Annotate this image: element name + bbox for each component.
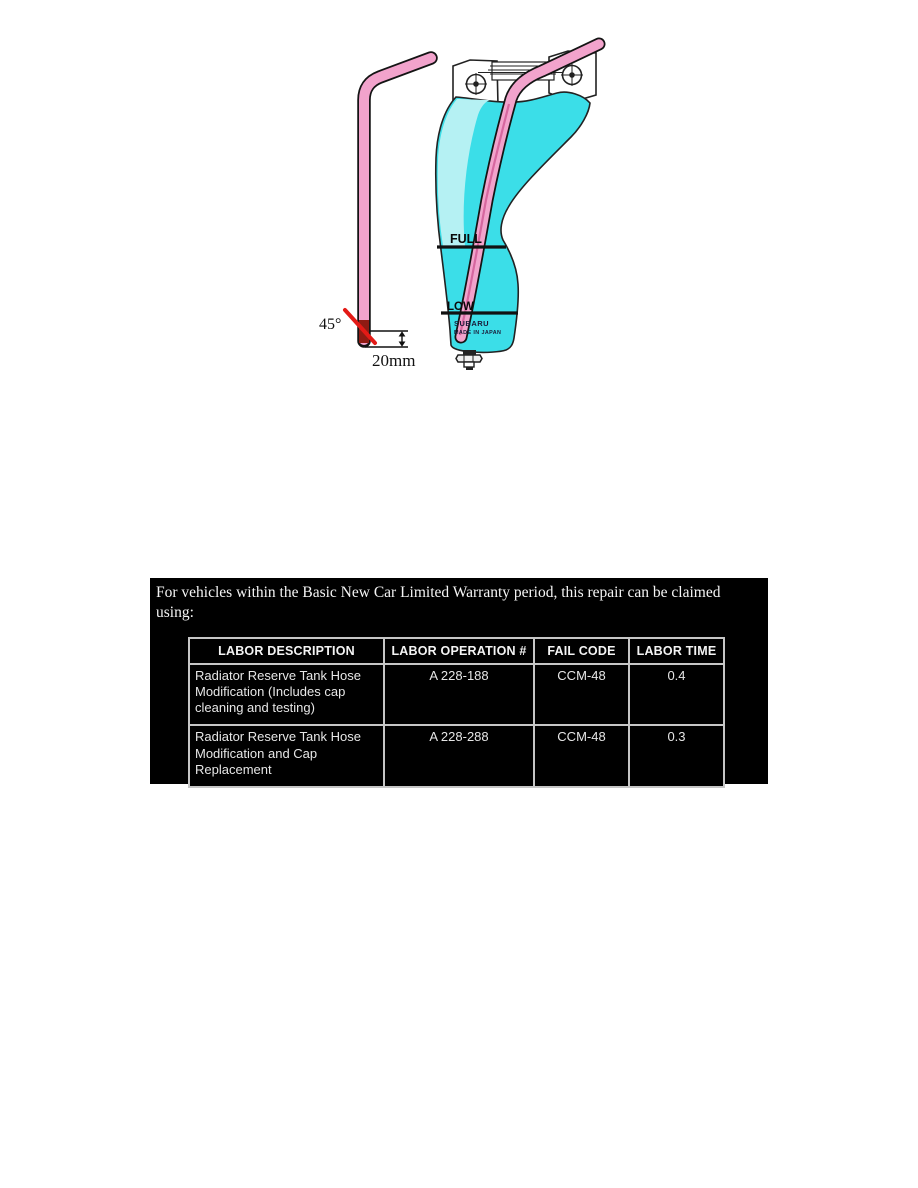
full-mark-label: FULL (450, 232, 482, 246)
cell-labor-time: 0.3 (629, 725, 724, 787)
outlet-nut (456, 355, 482, 362)
made-in-label: MADE IN JAPAN (454, 330, 502, 336)
modified-hose-figure (319, 58, 431, 370)
length-label: 20mm (372, 351, 416, 370)
outlet-tip-end (466, 367, 473, 370)
diagram-svg (300, 25, 630, 375)
table-row (189, 725, 724, 787)
bolt-center-right (569, 72, 575, 78)
measure-arrow-up (399, 331, 406, 336)
table-row (189, 664, 724, 726)
low-mark-label: LOW (447, 301, 474, 313)
cell-labor-description: Radiator Reserve Tank Hose Modification (Includes cap cleaning and testing) (189, 664, 384, 726)
cell-labor-description: Radiator Reserve Tank Hose Modification and Cap Replacement (189, 725, 384, 787)
bolt-center-left (473, 81, 479, 87)
cell-labor-time: 0.4 (629, 664, 724, 726)
brand-label: SUBARU (454, 319, 490, 328)
cell-fail-code: CCM-48 (534, 725, 629, 787)
angle-label: 45° (319, 316, 342, 333)
table-header-row (189, 638, 724, 664)
reserve-tank-diagram (300, 25, 630, 375)
header-fail-code: FAIL CODE (534, 638, 629, 664)
labor-claim-table (188, 637, 725, 789)
cell-fail-code: CCM-48 (534, 664, 629, 726)
hose-outline (364, 58, 431, 341)
header-labor-time: LABOR TIME (629, 638, 724, 664)
cell-labor-operation: A 228-188 (384, 664, 534, 726)
warranty-intro-text: For vehicles within the Basic New Car Limited Warranty period, this repair can be claimed using: (156, 584, 721, 621)
measure-arrow-down (399, 342, 406, 347)
hose-body (364, 58, 431, 340)
header-labor-description: LABOR DESCRIPTION (189, 638, 384, 664)
reserve-tank-figure (436, 44, 599, 370)
warranty-claim-panel (150, 578, 768, 784)
cell-labor-operation: A 228-288 (384, 725, 534, 787)
header-labor-operation: LABOR OPERATION # (384, 638, 534, 664)
outlet-tip (464, 362, 474, 367)
